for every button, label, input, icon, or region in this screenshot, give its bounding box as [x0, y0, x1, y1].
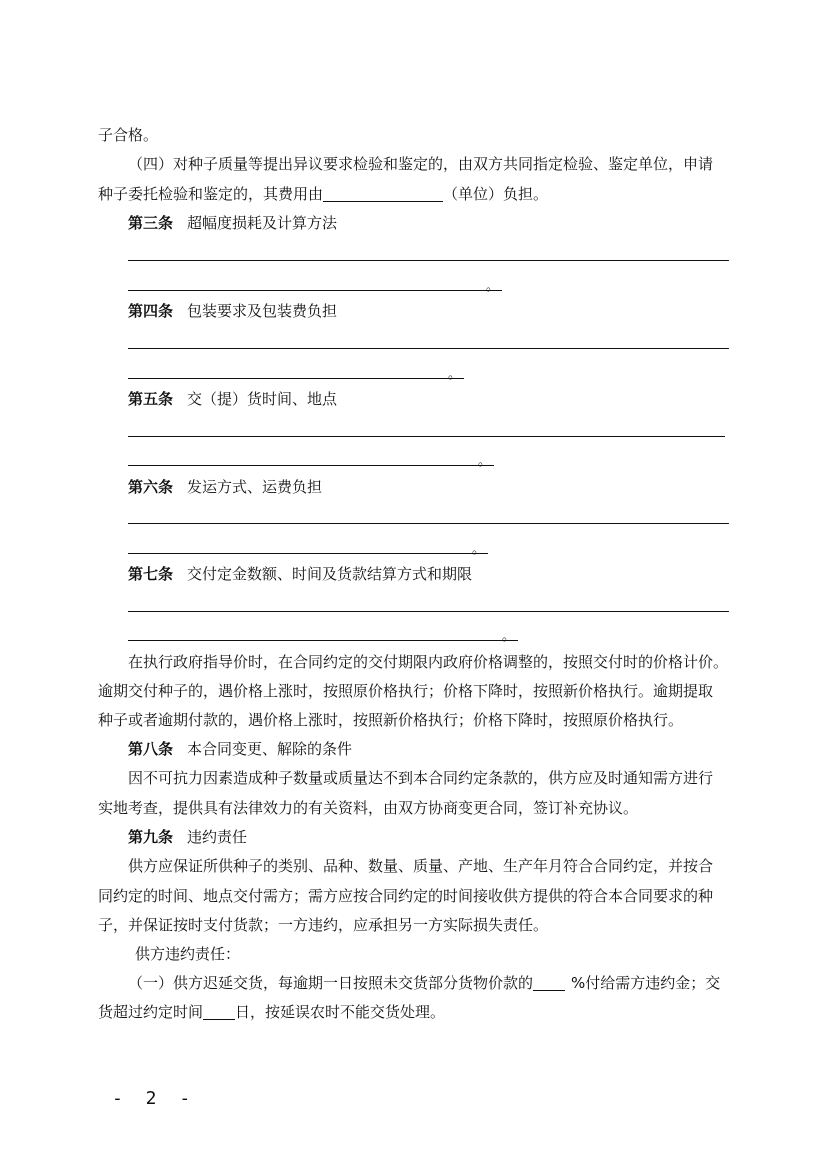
fill-rule: [128, 640, 518, 641]
period-mark: 。: [486, 279, 500, 294]
text-line: 供方应保证所供种子的类别、品种、数量、质量、产地、生产年月符合合同约定，并按合: [128, 857, 714, 875]
fill-rule: [128, 436, 725, 437]
fill-rule: [128, 290, 502, 291]
fill-blank: [203, 1004, 235, 1020]
article-number: 第四条: [128, 302, 174, 320]
text-line: [98, 1002, 445, 1022]
fill-rule: [128, 348, 729, 349]
article-heading: [128, 827, 247, 847]
period-mark: 。: [502, 629, 516, 644]
period-mark: 。: [472, 542, 486, 557]
fill-rule: [128, 611, 729, 612]
text-line: 因不可抗力因素造成种子数量或质量达不到本合同约定条款的，供方应及时通知需方进行: [128, 769, 714, 787]
article-number: 第八条: [128, 740, 174, 758]
text-line: 供方违约责任：: [135, 945, 241, 963]
fill-rule: [128, 553, 488, 554]
article-title: 发运方式、运费负担: [187, 478, 323, 496]
article-title: 交（提）货时间、地点: [187, 390, 338, 408]
article-title: 超幅度损耗及计算方法: [187, 214, 338, 232]
text-line: 实地考查，提供具有法律效力的有关资料，由双方协商变更合同，签订补充协议。: [98, 799, 639, 817]
fill-rule: [128, 378, 464, 379]
article-heading: [128, 477, 322, 497]
page-number: - 2 -: [112, 1088, 197, 1109]
text-segment: 日，按延误农时不能交货处理。: [235, 1003, 446, 1021]
article-title: 本合同变更、解除的条件: [187, 740, 353, 758]
article-title: 包装要求及包装费负担: [187, 302, 338, 320]
text-segment: %付给需方违约金；交: [571, 974, 721, 992]
fill-blank: [533, 975, 565, 991]
fill-blank: [323, 186, 443, 202]
text-line: 子，并保证按时支付货款；一方违约，应承担另一方实际损失责任。: [98, 916, 549, 934]
period-mark: 。: [448, 367, 462, 382]
text-line: 同约定的时间、地点交付需方；需方应按合同约定的时间接收供方提供的符合本合同要求的种: [98, 887, 714, 905]
article-number: 第三条: [128, 214, 174, 232]
article-number: 第九条: [128, 828, 174, 846]
text-segment: 货超过约定时间: [98, 1003, 204, 1021]
text-segment: （一）供方迟延交货，每逾期一日按照未交货部分货物价款的: [128, 974, 534, 992]
fill-rule: [128, 260, 729, 261]
article-heading: [128, 213, 337, 233]
period-mark: 。: [478, 454, 492, 469]
text-line: [128, 973, 720, 993]
text-line: （四）对种子质量等提出异议要求检验和鉴定的，由双方共同指定检验、鉴定单位，申请: [128, 155, 714, 173]
text-line: [98, 184, 548, 204]
text-line: 子合格。: [98, 126, 159, 144]
article-heading: [128, 301, 337, 321]
text-line: 在执行政府指导价时，在合同约定的交付期限内政府价格调整的，按照交付时的价格计价。: [128, 653, 729, 671]
text-segment: （单位）负担。: [443, 185, 549, 203]
article-number: 第六条: [128, 478, 174, 496]
article-title: 交付定金数额、时间及货款结算方式和期限: [187, 565, 473, 583]
fill-rule: [128, 523, 729, 524]
text-line: 种子或者逾期付款的，遇价格上涨时，按照新价格执行；价格下降时，按照原价格执行。: [98, 711, 684, 729]
article-number: 第五条: [128, 390, 174, 408]
text-segment: 种子委托检验和鉴定的，其费用由: [98, 185, 324, 203]
fill-rule: [128, 465, 494, 466]
article-title: 违约责任: [187, 828, 248, 846]
article-number: 第七条: [128, 565, 174, 583]
article-heading: [128, 564, 472, 584]
article-heading: [128, 739, 352, 759]
text-line: 逾期交付种子的，遇价格上涨时，按照原价格执行；价格下降时，按照新价格执行。逾期提取: [98, 682, 714, 700]
article-heading: [128, 389, 337, 409]
